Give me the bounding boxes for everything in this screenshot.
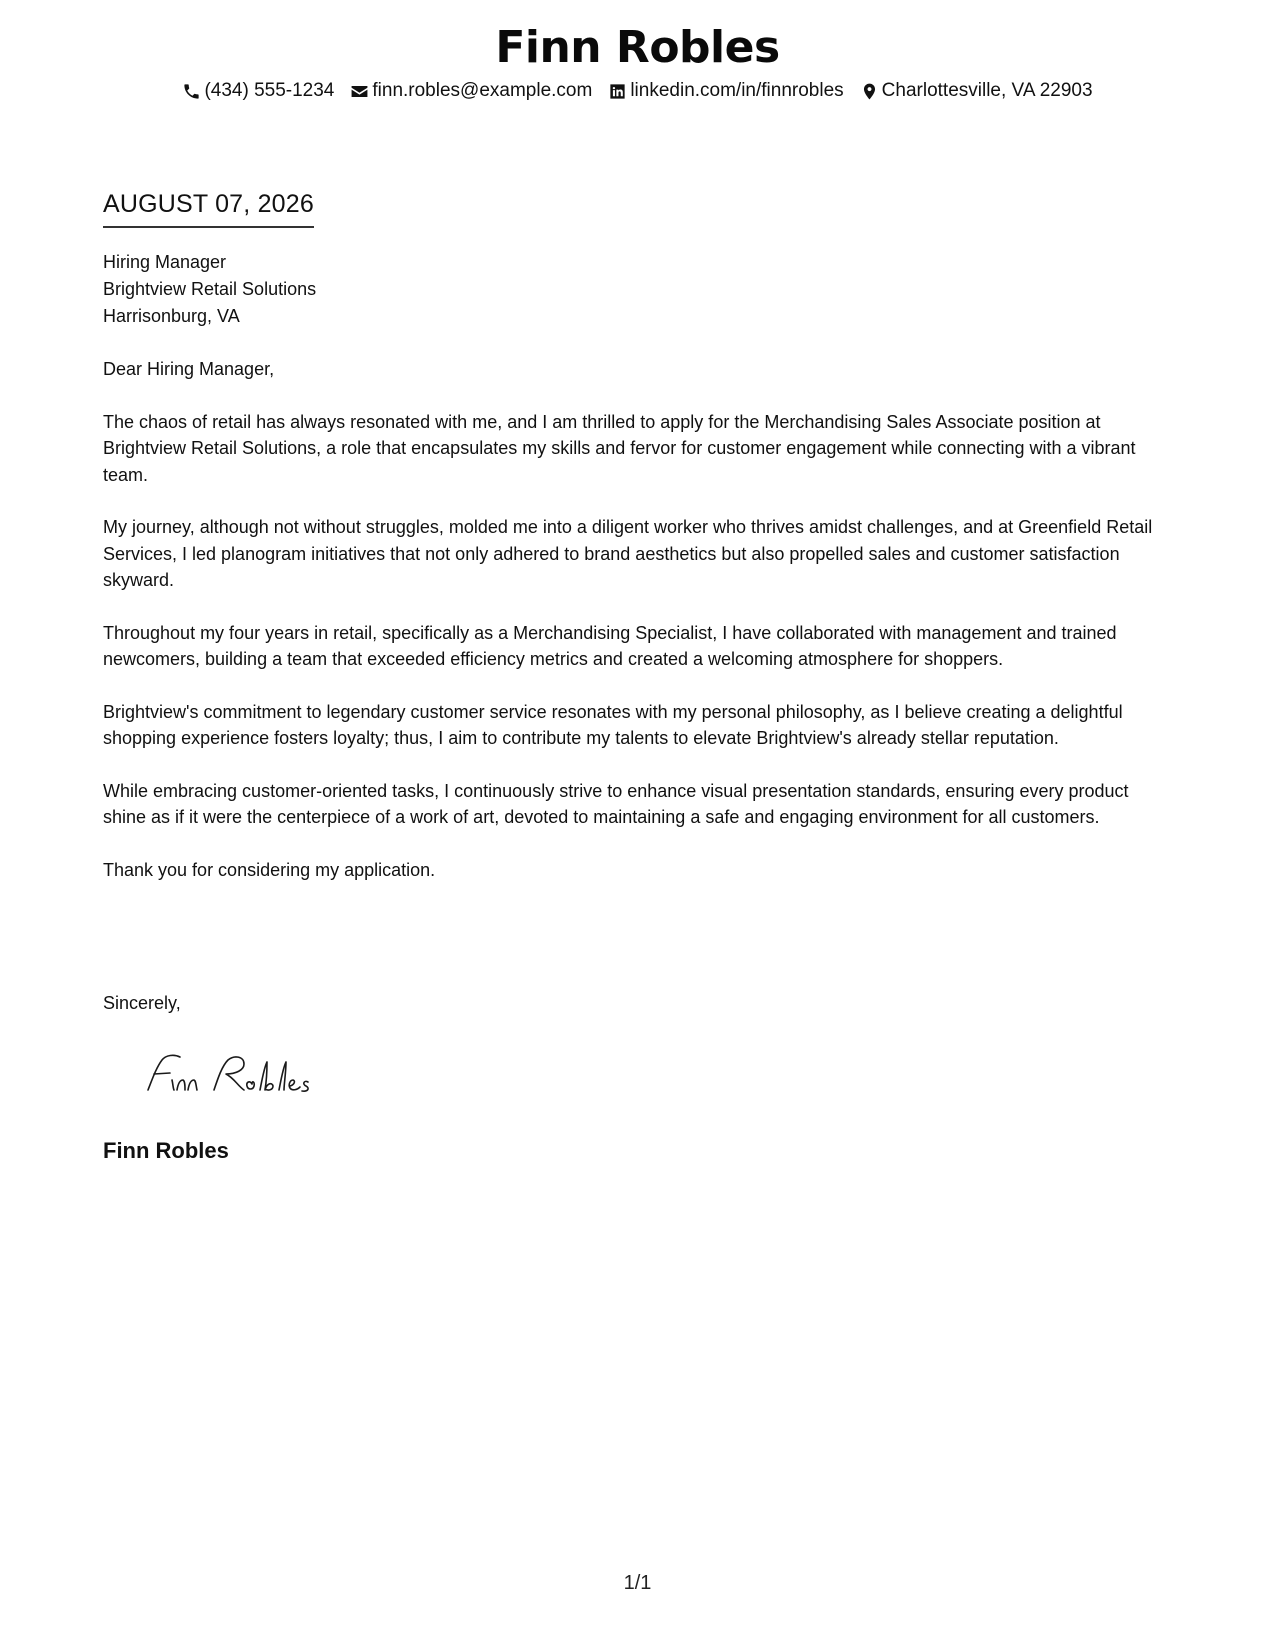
phone-number: (434) 555-1234 — [204, 80, 335, 101]
body-paragraph: While embracing customer-oriented tasks, I continuously strive to enhance visual presentation standards, ensuring every product shine as if it were the centerpiece of a work of art, devoted to maintaining a safe and engaging environment for all customers. — [103, 780, 1129, 827]
recipient-company: Brightview Retail Solutions — [103, 279, 317, 299]
map-pin-icon — [860, 82, 879, 101]
recipient-block — [103, 249, 316, 330]
recipient-title: Hiring Manager — [103, 252, 227, 272]
applicant-name-heading: Finn Robles — [495, 22, 780, 73]
email-address[interactable]: finn.robles@example.com — [372, 80, 593, 101]
contact-phone — [182, 78, 334, 104]
location-text: Charlottesville, VA 22903 — [881, 80, 1093, 101]
body-paragraph: Brightview's commitment to legendary customer service resonates with my personal philosophy, as I believe creating a delightful shopping experience fosters loyalty; thus, I aim to contribute my talents to elevate Brightview's already stellar reputation. — [103, 701, 1123, 748]
contact-location — [860, 78, 1093, 104]
envelope-icon — [350, 82, 369, 101]
body-paragraph: My journey, although not without struggles, molded me into a diligent worker who thrives amidst challenges, and at Greenfield Retail Services, I led planogram initiatives that not only adhered to brand aesthetics but also propelled sales and customer satisfaction skyward. — [103, 517, 1153, 590]
closing-line: Sincerely, — [103, 993, 181, 1013]
body-paragraph: The chaos of retail has always resonated with me, and I am thrilled to apply for the Merchandising Sales Associate position at Brightview Retail Solutions, a role that encapsulates my skills and fervor for customer engagement while connecting with a vibrant team. — [103, 411, 1136, 485]
linkedin-icon — [608, 82, 627, 101]
page-number: 1/1 — [623, 1572, 652, 1594]
handwritten-signature — [140, 1050, 330, 1100]
linkedin-url[interactable]: linkedin.com/in/finnrobles — [630, 80, 844, 101]
body-paragraph: Throughout my four years in retail, specifically as a Merchandising Specialist, I have collaborated with management and trained newcomers, building a team that exceeded efficiency metrics and created a welcoming atmosphere for shoppers. — [103, 622, 1117, 669]
signer-name: Finn Robles — [103, 1138, 229, 1163]
contact-linkedin[interactable] — [608, 78, 843, 104]
body-paragraph: Thank you for considering my application. — [103, 859, 436, 880]
letter-date: AUGUST 07, 2026 — [103, 188, 314, 228]
contact-info-row — [0, 78, 1275, 104]
phone-icon — [182, 82, 201, 101]
recipient-location: Harrisonburg, VA — [103, 306, 240, 326]
contact-email[interactable] — [350, 78, 592, 104]
letter-body — [103, 356, 1175, 909]
salutation: Dear Hiring Manager, — [103, 359, 275, 379]
